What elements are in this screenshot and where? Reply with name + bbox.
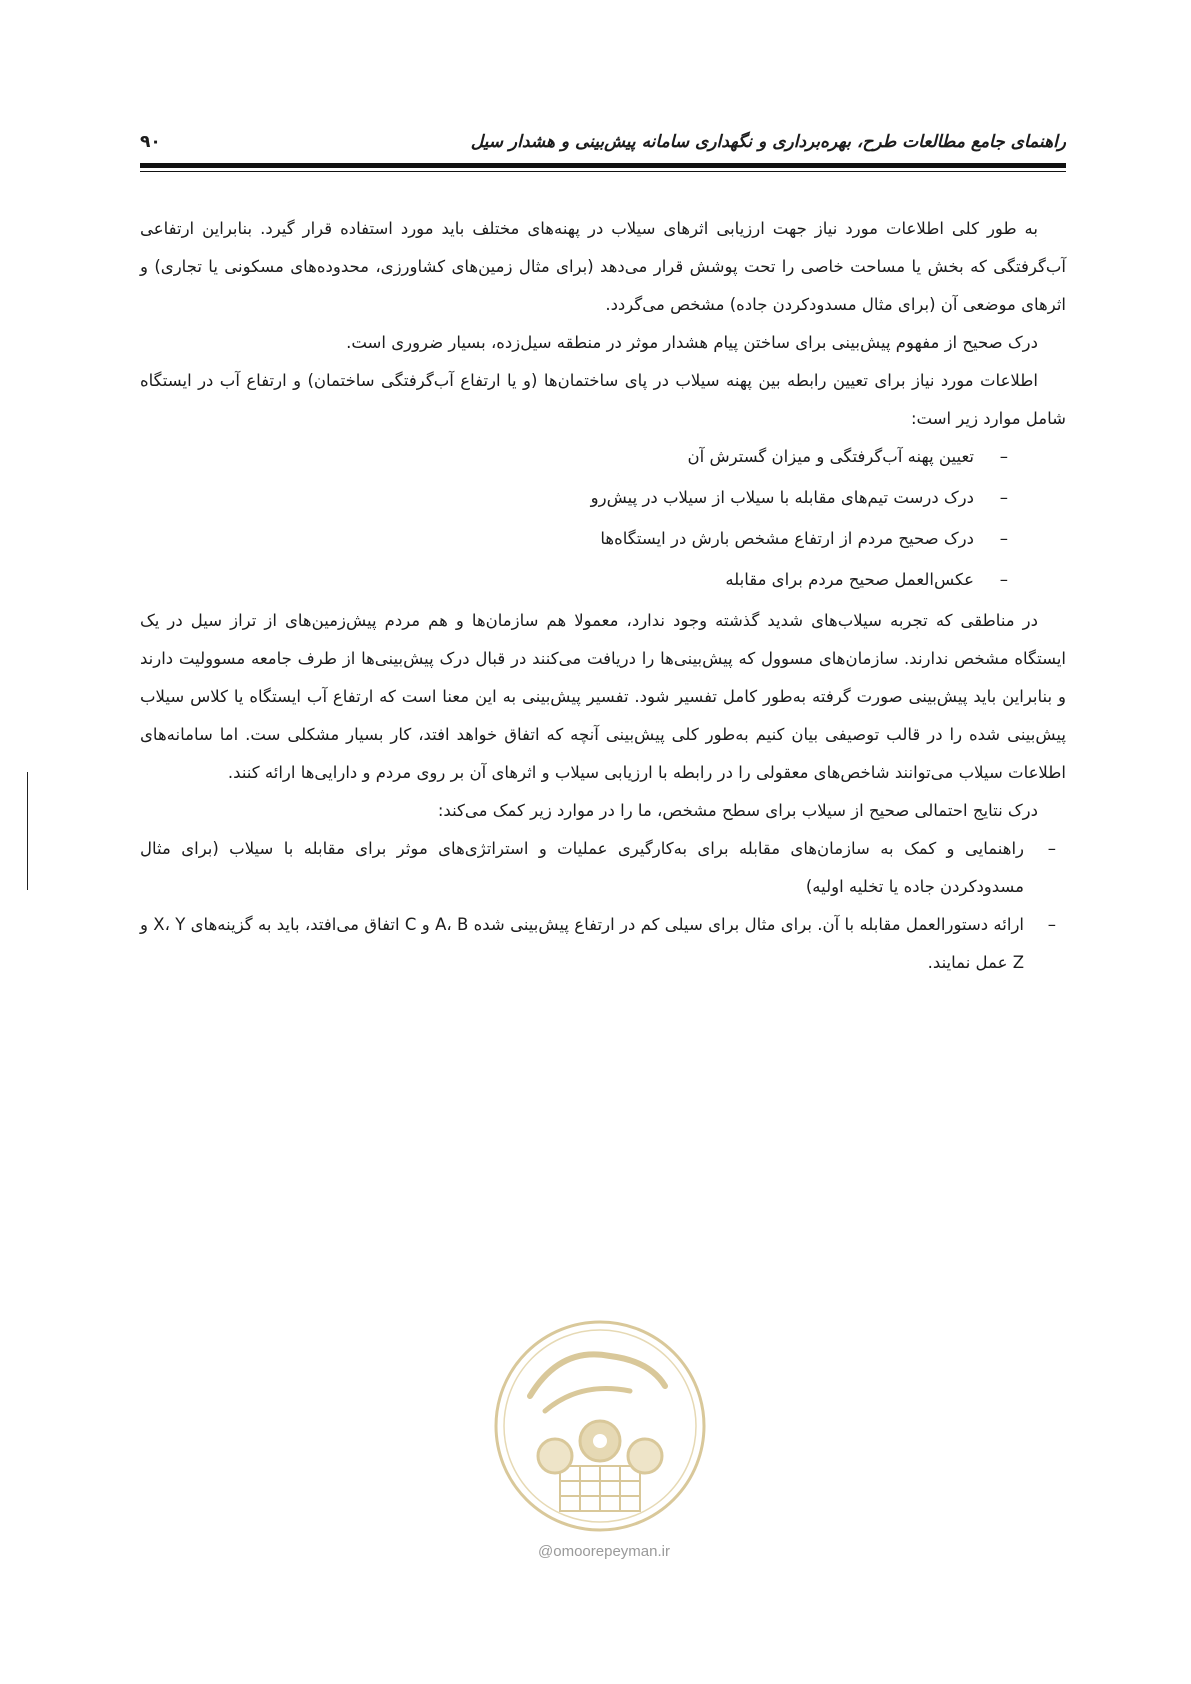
margin-line xyxy=(27,772,28,890)
list-item-text: درک درست تیم‌های مقابله با سیلاب از سیلاب در پیش‌رو xyxy=(590,488,974,507)
page-number: ۹۰ xyxy=(140,132,161,152)
list-item-text: ارائه دستورالعمل مقابله با آن. برای مثال برای سیلی کم در ارتفاع پیش‌بینی شده A، B و C اتفاق می‌افتد، باید به گزینه‌های X، Y و Z عمل نمایند. xyxy=(140,915,1025,972)
list-item-text: تعیین پهنه آب‌گرفتگی و میزان گسترش آن xyxy=(687,447,974,466)
paragraph-3: اطلاعات مورد نیاز برای تعیین رابطه بین پهنه سیلاب در پای ساختمان‌ها (و یا ارتفاع آب‌گرفتگی ساختمان) و ارتفاع آب در ایستگاه شامل موارد زیر است: xyxy=(140,371,1066,428)
list-item-text: راهنمایی و کمک به سازمان‌های مقابله برای به‌کارگیری عملیات و استراتژی‌های موثر برای مقابله با سیلاب (برای مثال مسدودکردن جاده یا تخلیه اولیه) xyxy=(140,839,1024,896)
paragraph-5: درک نتایج احتمالی صحیح از سیلاب برای سطح مشخص، ما را در موارد زیر کمک می‌کند: xyxy=(437,801,1038,820)
paragraph-1: به طور کلی اطلاعات مورد نیاز جهت ارزیابی اثرهای سیلاب در پهنه‌های مختلف باید مورد استفاده قرار گیرد. بنابراین ارتفاعی آب‌گرفتگی که بخش یا مساحت خاصی را تحت پوشش قرار می‌دهد (برای مثال زمین‌های کشاورزی، محدوده‌های مسکونی یا تجاری) و اثرهای موضعی آن (برای مثال مسدودکردن جاده) مشخص می‌گردد. xyxy=(140,219,1066,314)
list-item xyxy=(140,479,1066,517)
list-dash: – xyxy=(1047,839,1056,858)
list-item xyxy=(140,830,1066,906)
benefits-list xyxy=(140,830,1066,982)
header-rule-thin xyxy=(140,171,1066,172)
watermark-logo xyxy=(490,1316,710,1536)
list-item-text: عکس‌العمل صحیح مردم برای مقابله xyxy=(725,570,974,589)
paragraph-4: در مناطقی که تجربه سیلاب‌های شدید گذشته وجود ندارد، معمولا هم سازمان‌ها و هم مردم پیش‌زمین‌های از تراز سیل در یک ایستگاه مشخص ندارند. سازمان‌های مسوول که پیش‌بینی‌ها را دریافت می‌کنند در قبال درک پیش‌بینی‌ها از طرف جامعه مسوولیت دارند و بنابراین باید پیش‌بینی صورت گرفته به‌طور کامل تفسیر شود. تفسیر پیش‌بینی به این معنا است که ارتفاع آب ایستگاه یا کلاس سیلاب پیش‌بینی شده را در قالب توصیفی بیان کنیم به‌طور کلی پیش‌بینی آنچه که اتفاق خواهد افتد، کار بسیار مشکلی ست. اما سامانه‌های اطلاعات سیلاب می‌توانند شاخص‌های معقولی را در رابطه با ارزیابی سیلاب و اثرهای آن بر روی مردم و دارایی‌ها ارائه کنند. xyxy=(140,611,1066,782)
watermark-url: @omoorepeyman.ir xyxy=(538,1543,670,1560)
paragraph-2: درک صحیح از مفهوم پیش‌بینی برای ساختن پیام هشدار موثر در منطقه سیل‌زده، بسیار ضروری است. xyxy=(346,333,1038,352)
running-title: راهنمای جامع مطالعات طرح، بهره‌برداری و نگهداری سامانه پیش‌بینی و هشدار سیل xyxy=(470,132,1066,152)
list-item xyxy=(140,520,1066,558)
seal-icon xyxy=(490,1316,710,1536)
body-text xyxy=(140,210,1066,982)
list-dash: – xyxy=(999,529,1008,548)
list-dash: – xyxy=(999,570,1008,589)
list-item-text: درک صحیح مردم از ارتفاع مشخص بارش در ایستگاه‌ها xyxy=(600,529,974,548)
header-rule-thick xyxy=(140,163,1066,168)
requirements-list xyxy=(140,438,1066,599)
list-item xyxy=(140,906,1066,982)
list-dash: – xyxy=(1047,915,1056,934)
list-item xyxy=(140,438,1066,476)
page-header xyxy=(140,128,1066,162)
list-item xyxy=(140,561,1066,599)
list-dash: – xyxy=(999,447,1008,466)
list-dash: – xyxy=(999,488,1008,507)
